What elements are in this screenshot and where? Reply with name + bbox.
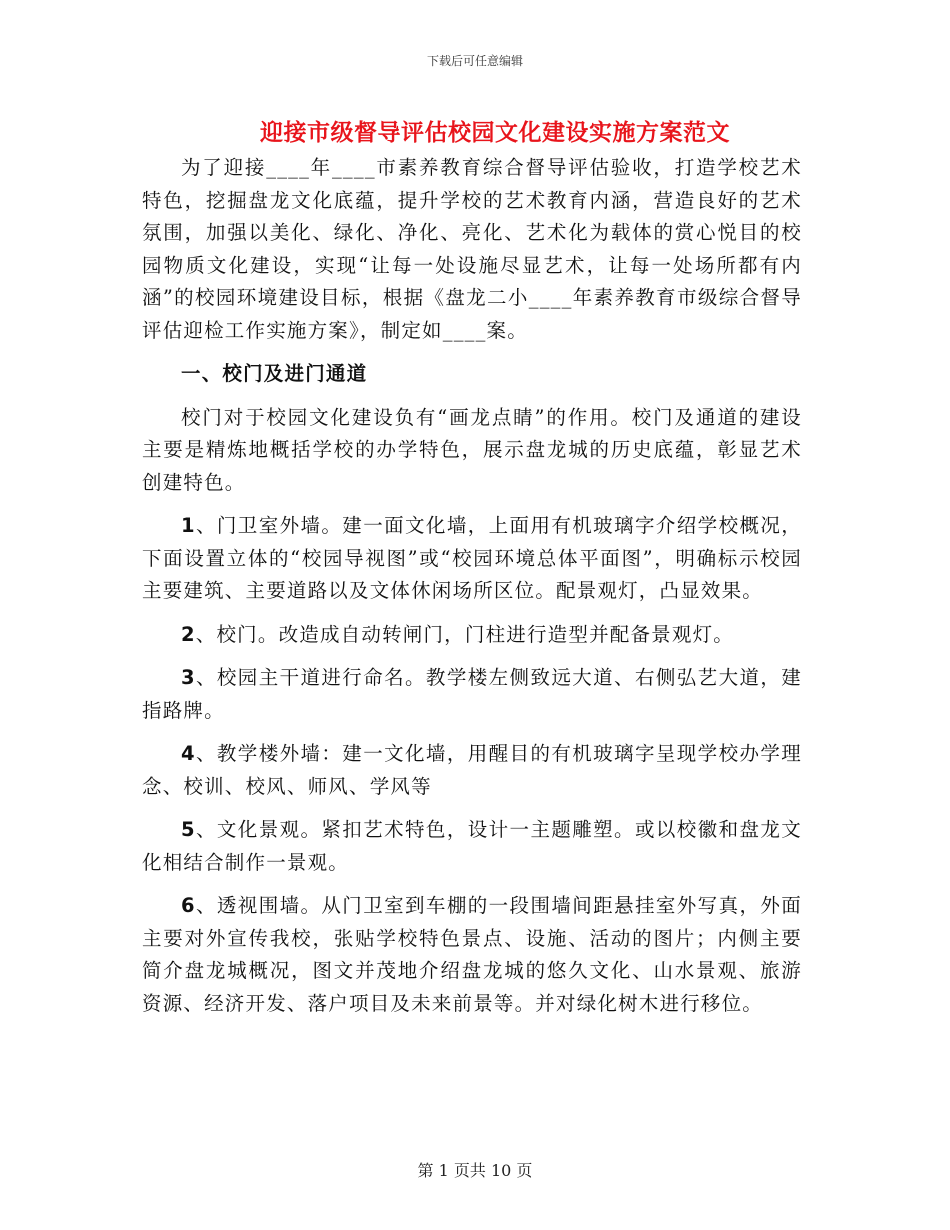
section-paragraph: 校门对于校园文化建设负有“画龙点睛”的作用。校门及通道的建设主要是精炼地概括学校的办学特色，展示盘龙城的历史底蕴，彰显艺术创建特色。 — [142, 405, 802, 494]
page-header-note: 下载后可任意编辑 — [426, 54, 523, 68]
document-title: 迎接市级督导评估校园文化建设实施方案范文 — [260, 120, 730, 146]
item-text: 、门卫室外墙。建一面文化墙，上面用有机玻璃字介绍学校概况，下面设置立体的“校园导视图”或“校园环境总体平面图”，明确标示校园主要建筑、主要道路以及文体休闲场所区位。配景观灯，凸显效果。 — [142, 514, 802, 602]
item-number: 5 — [181, 818, 196, 841]
list-item-6 — [142, 890, 802, 1020]
list-item-4 — [142, 738, 802, 803]
item-text: 、教学楼外墙：建一文化墙，用醒目的有机玻璃字呈现学校办学理念、校训、校风、师风、学风等 — [142, 742, 802, 798]
item-number: 1 — [181, 514, 196, 537]
list-item-1 — [142, 510, 802, 608]
item-number: 6 — [181, 894, 196, 917]
list-item-3 — [142, 662, 802, 727]
list-item-5 — [142, 814, 802, 879]
intro-paragraph: 为了迎接____年____市素养教育综合督导评估验收，打造学校艺术特色，挖掘盘龙文化底蕴，提升学校的艺术教育内涵，营造良好的艺术氛围，加强以美化、绿化、净化、亮化、艺术化为载体的赏心悦目的校园物质文化建设，实现“让每一处设施尽显艺术，让每一处场所都有内涵”的校园环境建设目标，根据《盘龙二小____年素养教育市级综合督导评估迎检工作实施方案》，制定如____案。 — [142, 156, 802, 342]
section-heading: 一、校门及进门通道 — [181, 362, 368, 385]
item-number: 4 — [181, 742, 196, 765]
item-number: 3 — [181, 666, 196, 689]
item-text: 、透视围墙。从门卫室到车棚的一段围墙间距悬挂室外写真，外面主要对外宣传我校，张贴学校特色景点、设施、活动的图片；内侧主要简介盘龙城概况，图文并茂地介绍盘龙城的悠久文化、山水景观、旅游资源、经济开发、落户项目及未来前景等。并对绿化树木进行移位。 — [142, 894, 802, 1015]
document-body — [142, 152, 802, 1031]
item-text: 、校门。改造成自动转闸门，门柱进行造型并配备景观灯。 — [195, 622, 734, 646]
item-text: 、校园主干道进行命名。教学楼左侧致远大道、右侧弘艺大道，建指路牌。 — [142, 666, 802, 722]
item-number: 2 — [181, 622, 196, 646]
page-number-footer: 第 1 页共 10 页 — [417, 1161, 533, 1180]
list-item-2 — [142, 619, 802, 652]
item-text: 、文化景观。紧扣艺术特色，设计一主题雕塑。或以校徽和盘龙文化相结合制作一景观。 — [142, 818, 802, 874]
